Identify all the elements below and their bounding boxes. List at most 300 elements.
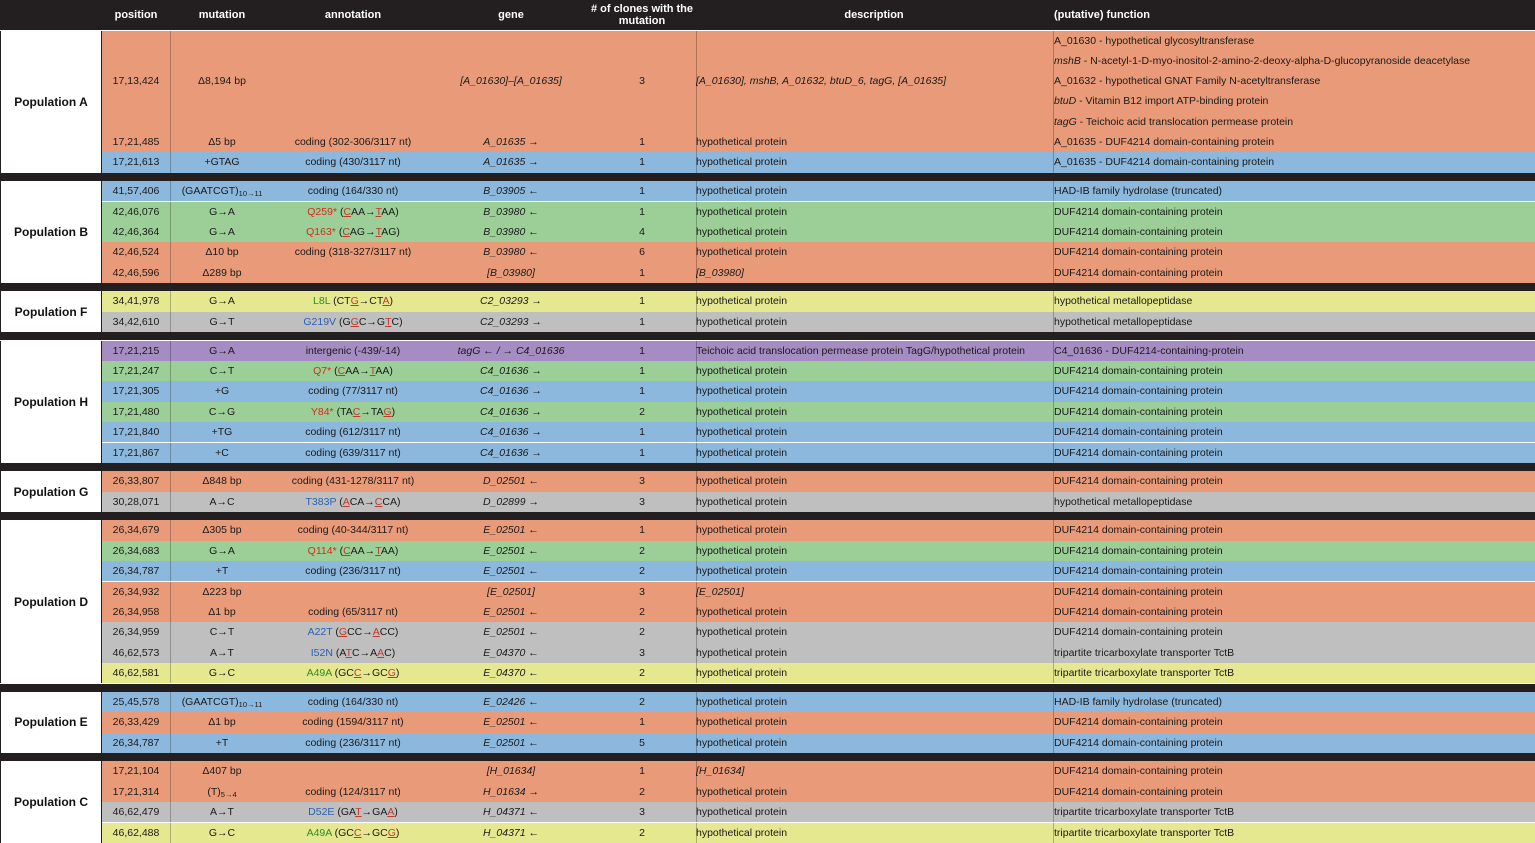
codon-part: AA→ (351, 205, 376, 218)
position-cell: 17,21,104 (112, 765, 160, 778)
codon-part: C (353, 826, 362, 839)
group-separator (0, 332, 1535, 340)
annotation-text: coding (612/3117 nt) (305, 426, 401, 439)
gene-cell: C2_03293 → (480, 315, 542, 328)
function-cell (1054, 31, 1534, 133)
annotation-text: coding (77/3117 nt) (308, 385, 398, 398)
column-border (696, 291, 697, 311)
function-text: - Vitamin B12 import ATP-binding protein (1076, 95, 1269, 108)
function-text: A_01630 - hypothetical glycosyltransferase (1054, 34, 1255, 47)
codon-part: (A (335, 646, 346, 659)
column-border (696, 622, 697, 642)
function-cell: DUF4214 domain-containing protein (1054, 605, 1223, 618)
annotation-cell (270, 782, 436, 802)
column-border (696, 242, 697, 262)
clones-cell: 2 (639, 785, 645, 798)
mutation-cell (172, 152, 272, 172)
codon-part: AG) (381, 225, 400, 238)
description-cell: hypothetical protein (696, 736, 788, 749)
mutation-cell (172, 132, 272, 152)
header-description: description (844, 9, 904, 21)
column-border (696, 761, 697, 781)
mutation-cell (172, 291, 272, 311)
column-border (170, 291, 171, 311)
codon-part: (GC (334, 826, 354, 839)
function-cell: DUF4214 domain-containing protein (1054, 364, 1223, 377)
gene-cell: E_02501 ← (483, 716, 539, 729)
codon-part: C (353, 667, 362, 680)
annotation-cell (270, 643, 436, 663)
population-label: Population G (0, 471, 102, 512)
column-border (170, 602, 171, 622)
codon-part: CA) (382, 495, 401, 508)
gene-cell: B_03980 ← (483, 225, 539, 238)
codon-part: AA) (375, 364, 393, 377)
column-border (170, 520, 171, 540)
column-border (170, 712, 171, 732)
annotation-cell (270, 692, 436, 712)
codon-part: C (343, 544, 351, 557)
column-border (696, 712, 697, 732)
header-mutation: mutation (198, 9, 246, 21)
group-separator (0, 173, 1535, 181)
gene-cell: H_01634 → (482, 785, 540, 798)
mutation-cell (172, 181, 272, 201)
table-row (102, 520, 1535, 540)
codon-part: ( (339, 544, 344, 557)
column-border (1053, 181, 1054, 201)
gene-cell: C4_01636 → (480, 426, 542, 439)
mutation-subscript: 10→11 (238, 189, 263, 199)
clones-cell: 2 (639, 826, 645, 839)
mutation-text: G→A (209, 295, 235, 308)
mutation-cell (172, 782, 272, 802)
column-border (696, 381, 697, 401)
codon-part: T (345, 646, 353, 659)
group-separator (0, 512, 1535, 520)
codon-part: A (377, 646, 385, 659)
column-border (170, 541, 171, 561)
column-border (696, 152, 697, 172)
table-row (102, 622, 1535, 642)
function-cell: A_01635 - DUF4214 domain-containing protein (1054, 136, 1275, 148)
description-cell: hypothetical protein (696, 565, 788, 578)
function-cell: DUF4214 domain-containing protein (1054, 524, 1223, 537)
column-border (1053, 802, 1054, 822)
codon-part: CA→ (349, 495, 375, 508)
column-border (696, 520, 697, 540)
gene-cell: E_02426 ← (483, 695, 539, 708)
function-text: - N-acetyl-1-D-myo-inositol-2-amino-2-deoxy-alpha-D-glucopyranoside deacetylase (1080, 54, 1471, 67)
column-border (1053, 541, 1054, 561)
column-border (696, 132, 697, 152)
codon-part: G (383, 405, 392, 418)
clones-cell: 1 (639, 524, 645, 537)
clones-cell: 1 (639, 385, 645, 398)
column-border (170, 622, 171, 642)
clones-cell: 1 (639, 185, 645, 198)
mutation-text: Δ5 bp (208, 136, 236, 148)
clones-cell: 1 (639, 315, 645, 328)
codon-part: ( (335, 626, 339, 639)
table-row (102, 402, 1535, 422)
annotation-cell (270, 402, 436, 422)
function-text: A_01632 - hypothetical GNAT Family N-acetyltransferase (1054, 75, 1321, 88)
column-border (170, 361, 171, 381)
codon-part: →TA (360, 405, 384, 418)
mutation-text: C→T (209, 364, 235, 377)
function-cell: DUF4214 domain-containing protein (1054, 225, 1223, 238)
position-cell: 42,46,364 (112, 225, 160, 238)
gene-cell: tagG ← / → C4_01636 (457, 344, 565, 357)
position-cell: 17,21,840 (112, 426, 160, 439)
clones-cell: 1 (639, 205, 645, 218)
description-cell: hypothetical protein (696, 495, 788, 508)
description-cell: hypothetical protein (696, 405, 788, 418)
description-cell: hypothetical protein (696, 385, 788, 398)
position-cell: 17,13,424 (112, 74, 160, 87)
annotation-cell (270, 492, 436, 512)
column-border (170, 222, 171, 242)
aa-change: I52N (310, 646, 333, 659)
mutation-text: (T) (207, 785, 221, 798)
mutation-text: +T (215, 736, 229, 749)
annotation-cell (270, 520, 436, 540)
annotation-cell (270, 443, 436, 463)
column-border (696, 582, 697, 602)
function-cell: DUF4214 domain-containing protein (1054, 205, 1223, 218)
column-border (170, 663, 171, 683)
description-cell: Teichoic acid translocation permease protein TagG/hypothetical protein (696, 344, 1025, 357)
clones-cell: 1 (639, 295, 645, 308)
codon-part: CC) (379, 626, 399, 639)
gene-cell: B_03905 ← (483, 185, 539, 198)
mutation-text: G→A (209, 225, 235, 238)
description-cell: hypothetical protein (696, 136, 788, 148)
position-cell: 17,21,867 (112, 446, 160, 459)
column-border (1053, 561, 1054, 581)
description-cell: hypothetical protein (696, 315, 788, 328)
annotation-text: coding (65/3117 nt) (308, 605, 398, 618)
position-cell: 42,46,596 (112, 266, 160, 279)
aa-change: A22T (307, 626, 333, 639)
mutation-text: Δ407 bp (202, 765, 242, 778)
annotation-text: coding (639/3117 nt) (305, 446, 401, 459)
annotation-cell (270, 582, 436, 602)
annotation-text: intergenic (-439/-14) (305, 344, 401, 357)
function-cell: DUF4214 domain-containing protein (1054, 765, 1223, 778)
table-row (102, 381, 1535, 401)
column-border (1053, 222, 1054, 242)
column-border (696, 471, 697, 491)
mutation-cell (172, 341, 272, 361)
aa-change: Q259* (307, 205, 338, 218)
annotation-text: coding (318-327/3117 nt) (294, 246, 412, 259)
position-cell: 17,21,314 (112, 785, 160, 798)
table-row (102, 242, 1535, 262)
annotation-cell (270, 31, 436, 133)
clones-cell: 4 (639, 225, 645, 238)
annotation-cell (270, 802, 436, 822)
table-row (102, 712, 1535, 732)
mutation-cell (172, 202, 272, 222)
table-row (102, 202, 1535, 222)
function-cell: hypothetical metallopeptidase (1054, 295, 1193, 308)
description-cell: [E_02501] (696, 585, 744, 598)
clones-cell: 1 (639, 446, 645, 459)
function-cell: DUF4214 domain-containing protein (1054, 266, 1223, 279)
position-cell: 17,21,480 (112, 405, 160, 418)
function-line (1054, 51, 1534, 71)
position-cell: 26,34,683 (112, 544, 160, 557)
description-cell: hypothetical protein (696, 667, 788, 680)
description-cell: hypothetical protein (696, 716, 788, 729)
table-row (102, 471, 1535, 491)
position-cell: 25,45,578 (112, 695, 160, 708)
column-border (1053, 422, 1054, 442)
column-border (696, 181, 697, 201)
clones-cell: 2 (639, 695, 645, 708)
description-cell: [A_01630], mshB, A_01632, btuD_6, tagG, [A_01635] (696, 74, 947, 87)
mutation-text: Δ305 bp (202, 524, 242, 537)
position-cell: 46,62,479 (112, 806, 160, 819)
mutation-cell (172, 443, 272, 463)
codon-part: ) (391, 405, 396, 418)
position-cell: 26,33,807 (112, 475, 160, 488)
gene-cell: H_04371 ← (482, 826, 540, 839)
clones-cell: 1 (639, 426, 645, 439)
codon-part: C (342, 225, 350, 238)
header-function: (putative) function (1054, 9, 1150, 21)
codon-part: C (343, 205, 352, 218)
mutation-text: G→A (209, 344, 235, 357)
column-border (696, 663, 697, 683)
function-cell: DUF4214 domain-containing protein (1054, 585, 1223, 598)
aa-change: Q163* (306, 225, 336, 238)
position-cell: 46,62,488 (112, 826, 160, 839)
gene-name: btuD (1054, 95, 1077, 108)
column-border (170, 582, 171, 602)
gene-cell: [B_03980] (487, 266, 535, 279)
function-cell: DUF4214 domain-containing protein (1054, 426, 1223, 439)
clones-cell: 3 (639, 646, 645, 659)
column-border (170, 312, 171, 332)
codon-part: T (375, 205, 382, 218)
column-border (1053, 152, 1054, 172)
function-cell: tripartite tricarboxylate transporter TctB (1054, 667, 1235, 680)
annotation-cell (270, 602, 436, 622)
description-cell: hypothetical protein (696, 475, 788, 488)
codon-part: T (375, 225, 382, 238)
clones-cell: 3 (639, 475, 645, 488)
aa-change: L8L (313, 295, 331, 308)
annotation-cell (270, 471, 436, 491)
column-border (1053, 692, 1054, 712)
clones-cell: 2 (639, 565, 645, 578)
mutation-cell (172, 31, 272, 133)
column-border (1053, 733, 1054, 753)
annotation-text: coding (164/330 nt) (307, 695, 399, 708)
table-row (102, 222, 1535, 242)
column-border (1053, 291, 1054, 311)
mutation-text: +G (214, 385, 230, 398)
description-cell: hypothetical protein (696, 364, 788, 377)
codon-part: C) (384, 646, 396, 659)
column-border (696, 422, 697, 442)
table-row (102, 602, 1535, 622)
column-border (170, 31, 171, 133)
column-border (170, 152, 171, 172)
gene-cell: E_02501 ← (483, 544, 539, 557)
clones-cell: 1 (639, 266, 645, 279)
column-border (1053, 263, 1054, 283)
function-cell: A_01635 - DUF4214 domain-containing protein (1054, 156, 1275, 169)
column-border (170, 341, 171, 361)
gene-cell: D_02501 ← (482, 475, 540, 488)
gene-cell: C2_03293 → (480, 295, 542, 308)
aa-change: A49A (306, 667, 332, 680)
annotation-cell (270, 712, 436, 732)
codon-part: ( (334, 364, 338, 377)
gene-cell: [A_01630]–[A_01635] (460, 74, 562, 87)
table-row (102, 422, 1535, 442)
column-border (696, 733, 697, 753)
codon-part: AA→ (345, 364, 370, 377)
position-cell: 17,21,485 (112, 136, 160, 148)
mutation-text: (GAATCGT) (181, 185, 239, 198)
mutation-cell (172, 663, 272, 683)
function-cell: tripartite tricarboxylate transporter TctB (1054, 806, 1235, 819)
annotation-text: coding (164/330 nt) (307, 185, 399, 198)
position-cell: 17,21,613 (112, 156, 160, 169)
column-border (170, 692, 171, 712)
column-border (696, 692, 697, 712)
codon-part: (CT (333, 295, 351, 308)
annotation-cell (270, 181, 436, 201)
codon-part: C→G (358, 315, 386, 328)
column-border (1053, 402, 1054, 422)
table-row (102, 761, 1535, 781)
mutation-text: A→T (210, 806, 234, 819)
codon-part: T (385, 315, 392, 328)
description-cell: hypothetical protein (696, 806, 788, 819)
clones-cell: 3 (639, 74, 645, 87)
annotation-cell (270, 733, 436, 753)
column-border (1053, 643, 1054, 663)
clones-cell: 2 (639, 544, 645, 557)
table-row (102, 291, 1535, 311)
aa-change: Q7* (313, 364, 332, 377)
gene-cell: B_03980 ← (483, 246, 539, 259)
annotation-cell (270, 291, 436, 311)
clones-cell: 3 (639, 495, 645, 508)
codon-part: (TA (336, 405, 353, 418)
column-border (170, 492, 171, 512)
description-cell: hypothetical protein (696, 544, 788, 557)
column-border (696, 643, 697, 663)
clones-cell: 1 (639, 716, 645, 729)
function-cell: DUF4214 domain-containing protein (1054, 736, 1223, 749)
gene-cell: D_02899 → (482, 495, 540, 508)
column-border (696, 31, 697, 133)
annotation-cell (270, 561, 436, 581)
codon-part: ) (395, 826, 400, 839)
clones-cell: 2 (639, 626, 645, 639)
mutation-text: A→T (210, 646, 234, 659)
codon-part: (GA (337, 806, 356, 819)
mutation-text: +TG (211, 426, 233, 439)
function-cell: C4_01636 - DUF4214-containing-protein (1054, 344, 1244, 357)
function-cell: HAD-IB family hydrolase (truncated) (1054, 695, 1223, 708)
function-cell: DUF4214 domain-containing protein (1054, 405, 1223, 418)
clones-cell: 3 (639, 806, 645, 819)
description-cell: hypothetical protein (696, 605, 788, 618)
annotation-cell (270, 381, 436, 401)
column-border (696, 541, 697, 561)
gene-cell: A_01635 → (483, 156, 539, 169)
table-row (102, 31, 1535, 133)
codon-part: ( (339, 205, 344, 218)
column-border (1053, 622, 1054, 642)
description-cell: hypothetical protein (696, 785, 788, 798)
mutation-text: Δ10 bp (205, 246, 239, 259)
description-cell: hypothetical protein (696, 524, 788, 537)
column-border (170, 643, 171, 663)
mutation-cell (172, 422, 272, 442)
table-row (102, 782, 1535, 802)
table-row (102, 263, 1535, 283)
column-border (1053, 761, 1054, 781)
mutation-cell (172, 222, 272, 242)
codon-part: CC→ (347, 626, 373, 639)
mutation-subscript: 10→11 (238, 699, 263, 709)
aa-change: Y84* (310, 405, 334, 418)
codon-part: (G (339, 315, 351, 328)
column-border (1053, 341, 1054, 361)
header-clones: # of clones with the mutation (590, 3, 694, 27)
column-border (1053, 471, 1054, 491)
mutation-cell (172, 643, 272, 663)
column-border (1053, 312, 1054, 332)
column-border (1053, 582, 1054, 602)
header-annotation: annotation (324, 9, 382, 21)
position-cell: 46,62,573 (112, 646, 160, 659)
gene-cell: H_04371 ← (482, 806, 540, 819)
clones-cell: 3 (639, 585, 645, 598)
mutation-subscript: 5→4 (220, 789, 237, 799)
codon-part: G (338, 626, 348, 639)
table-row (102, 312, 1535, 332)
column-border (1053, 492, 1054, 512)
position-cell: 30,28,071 (112, 495, 160, 508)
mutation-cell (172, 520, 272, 540)
position-cell: 17,21,305 (112, 385, 160, 398)
mutation-cell (172, 541, 272, 561)
annotation-cell (270, 541, 436, 561)
function-line (1054, 91, 1534, 111)
gene-cell: C4_01636 → (480, 364, 542, 377)
mutation-cell (172, 561, 272, 581)
codon-part: C (337, 364, 346, 377)
description-cell: hypothetical protein (696, 695, 788, 708)
position-cell: 26,34,787 (112, 736, 160, 749)
annotation-cell (270, 761, 436, 781)
annotation-text: coding (40-344/3117 nt) (297, 524, 409, 537)
table-row (102, 692, 1535, 712)
column-border (696, 561, 697, 581)
mutation-cell (172, 712, 272, 732)
column-border (696, 263, 697, 283)
